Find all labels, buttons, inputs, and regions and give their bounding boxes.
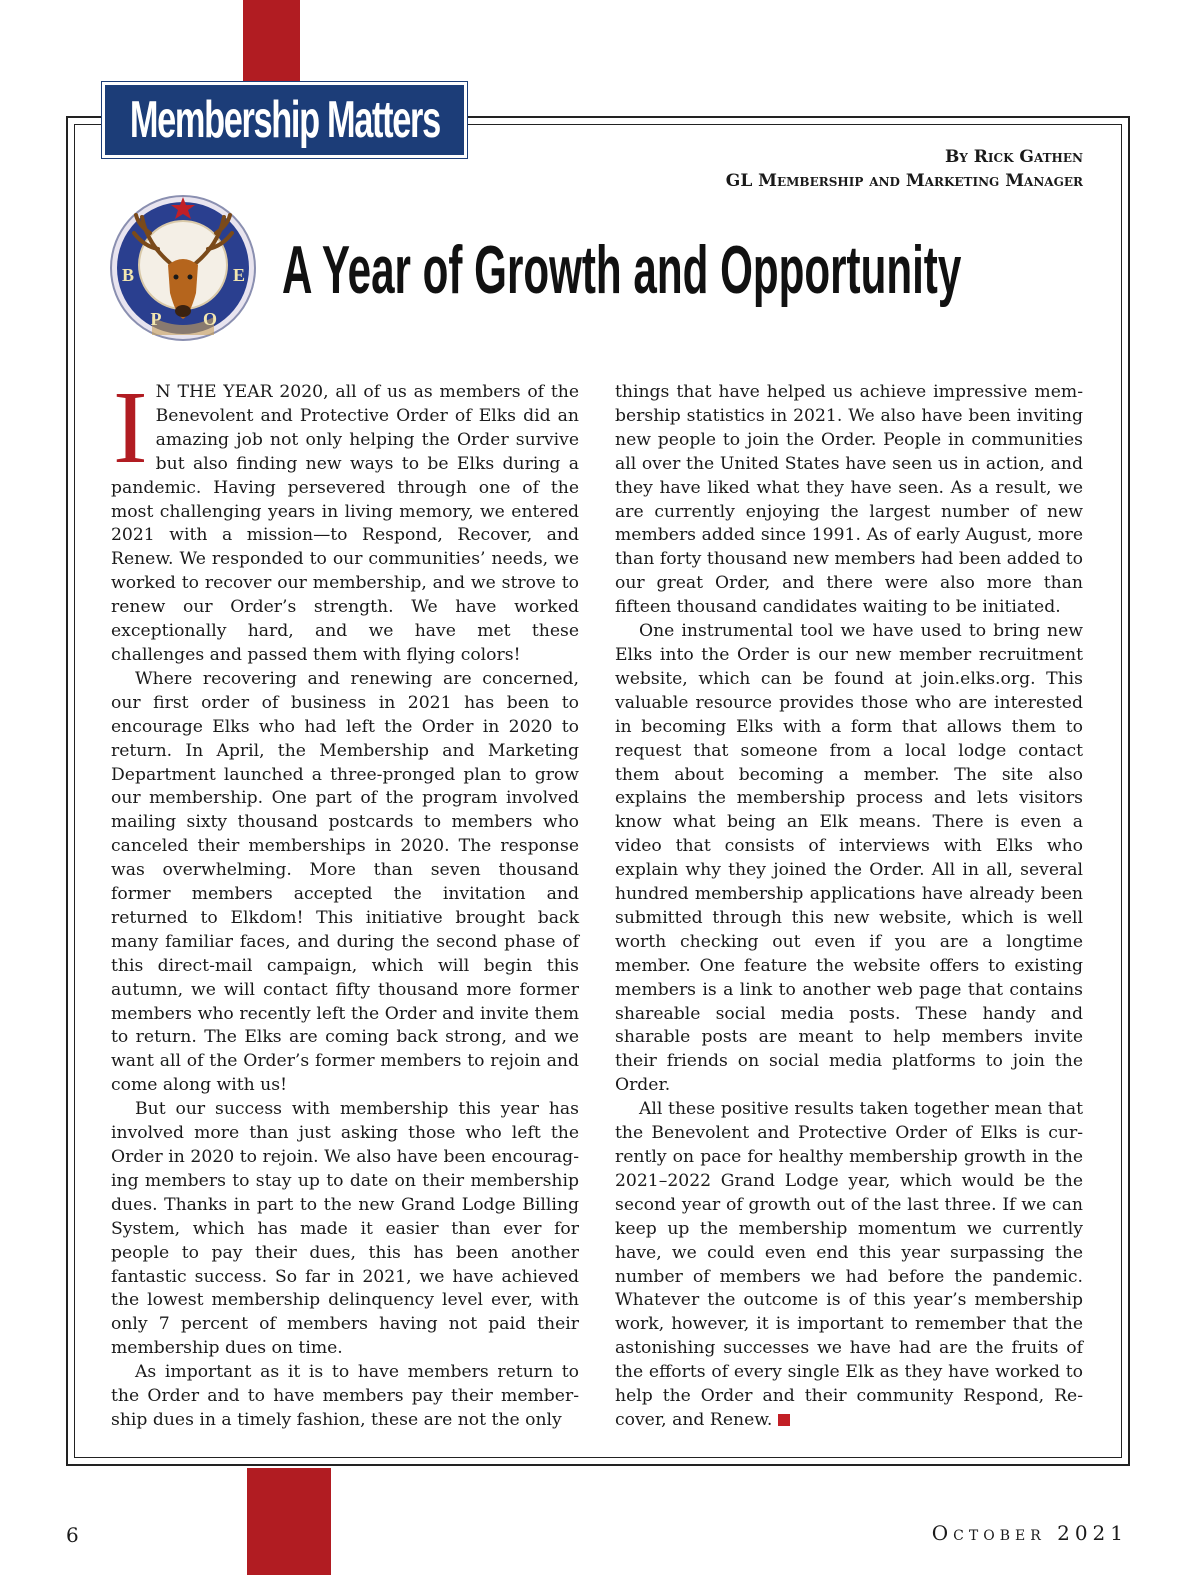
- byline-role: GL Membership and Marketing Manager: [725, 171, 1083, 191]
- paragraph: [615, 1098, 1083, 1433]
- top-accent-bar: [243, 0, 300, 84]
- byline-author: By Rick Gathen: [944, 147, 1083, 167]
- article-column-left: [111, 370, 579, 1433]
- paragraph: As important as it is to have members return to the Order and to have members pay their membership dues in a timely fashion, these are not the only: [111, 1362, 579, 1430]
- article-title: A Year of Growth and Opportunity: [282, 232, 962, 308]
- paragraph: Where recovering and renewing are concerned, our first order of business in 2021 has been to encourage Elks who had left the Order in 2020 to return. In April, the Membership and Marketing Department launched a three-pronged plan to grow our membership. One part of the program involved mailing sixty thousand postcards to members who canceled their memberships in 2020. The response was overwhelming. More than seven thousand former members accepted the invitation and returned to Elkdom! This initiative brought back many familiar faces, and during the second phase of this direct-mail campaign, which will begin this autumn, we will contact fifty thousand more former members who recently left the Order and invite them to return. The Elks are coming back strong, and we want all of the Order’s former members to rejoin and come along with us!: [111, 668, 579, 1096]
- paragraph: But our success with membership this year has involved more than just asking those who left the Order in 2020 to rejoin. We also have been encouraging members to stay up to date on their membership dues. Thanks in part to the new Grand Lodge Billing System, which has made it easier than ever for people to pay their dues, this has been another fantastic success. So far in 2021, we have achieved the lowest membership delinquency level ever, with only 7 percent of members having not paid their membership dues on time.: [111, 1099, 579, 1359]
- emblem-letter: E: [232, 265, 246, 285]
- drop-cap: I: [113, 370, 148, 485]
- article-column-right: [615, 381, 1083, 1433]
- paragraph-text: All these positive results taken together mean that the Benevolent and Protective Order of Elks is currently on pace for healthy membership growth in the 2021–2022 Grand Lodge year, which would be the second year of growth out of the last three. If we can keep up the membership momentum we currently have, we could even end this year surpassing the number of members we had before the pandemic. Whatever the outcome is of this year’s membership work, however, it is important to remember that the astonishing successes we have had are the fruits of the efforts of every single Elk as they have worked to help the Order and their community Respond, Recover, and Renew.: [615, 1099, 1083, 1430]
- emblem-letter: B: [121, 265, 135, 285]
- end-mark-icon: [778, 1414, 790, 1426]
- page-number: 6: [66, 1523, 79, 1547]
- bottom-accent-bar: [247, 1468, 331, 1575]
- section-header: [102, 82, 467, 158]
- paragraph: things that have helped us achieve impressive membership statistics in 2021. We also have been inviting new people to join the Order. People in communities all over the United States have seen us in action, and they have liked what they have seen. As a result, we are currently enjoying the largest number of new members added since 1991. As of early August, more than forty thousand new members had been added to our great Order, and there were also more than fifteen thousand candidates waiting to be initiated.: [615, 382, 1083, 618]
- paragraph-text: N THE YEAR 2020, all of us as members of the Benevolent and Protective Order of Elks did an amazing job not only helping the Order survive but also finding new ways to be Elks during a pandemic. Having persevered through one of the most challenging years in living memory, we entered 2021 with a mission—to Respond, Recover, and Renew. We responded to our communities’ needs, we worked to recover our membership, and we strove to renew our Order’s strength. We have worked exceptionally hard, and we have met these challenges and passed them with flying colors!: [111, 382, 579, 665]
- issue-date: October 2021: [931, 1521, 1128, 1545]
- bpoe-elk-emblem-icon: [108, 193, 258, 343]
- paragraph: One instrumental tool we have used to bring new Elks into the Order is our new member recruitment website, which can be found at join.elks.org. This valuable resource provides those who are interested in becoming Elks with a form that allows them to request that someone from a local lodge contact them about becoming a member. The site also explains the membership process and lets visitors know what being an Elk means. There is even a video that consists of interviews with Elks who explain why they joined the Order. All in all, several hundred membership applications have already been submitted through this new website, which is well worth checking out even if you are a longtime member. One feature the website offers to existing members is a link to another web page that contains shareable social media posts. These handy and sharable posts are meant to help members invite their friends on social media platforms to join the Order.: [615, 621, 1083, 1096]
- byline: [726, 145, 1083, 193]
- section-header-label: Membership Matters: [129, 91, 440, 149]
- emblem-letter: O: [202, 309, 218, 329]
- paragraph: [111, 370, 579, 668]
- emblem-letter: P: [150, 309, 162, 329]
